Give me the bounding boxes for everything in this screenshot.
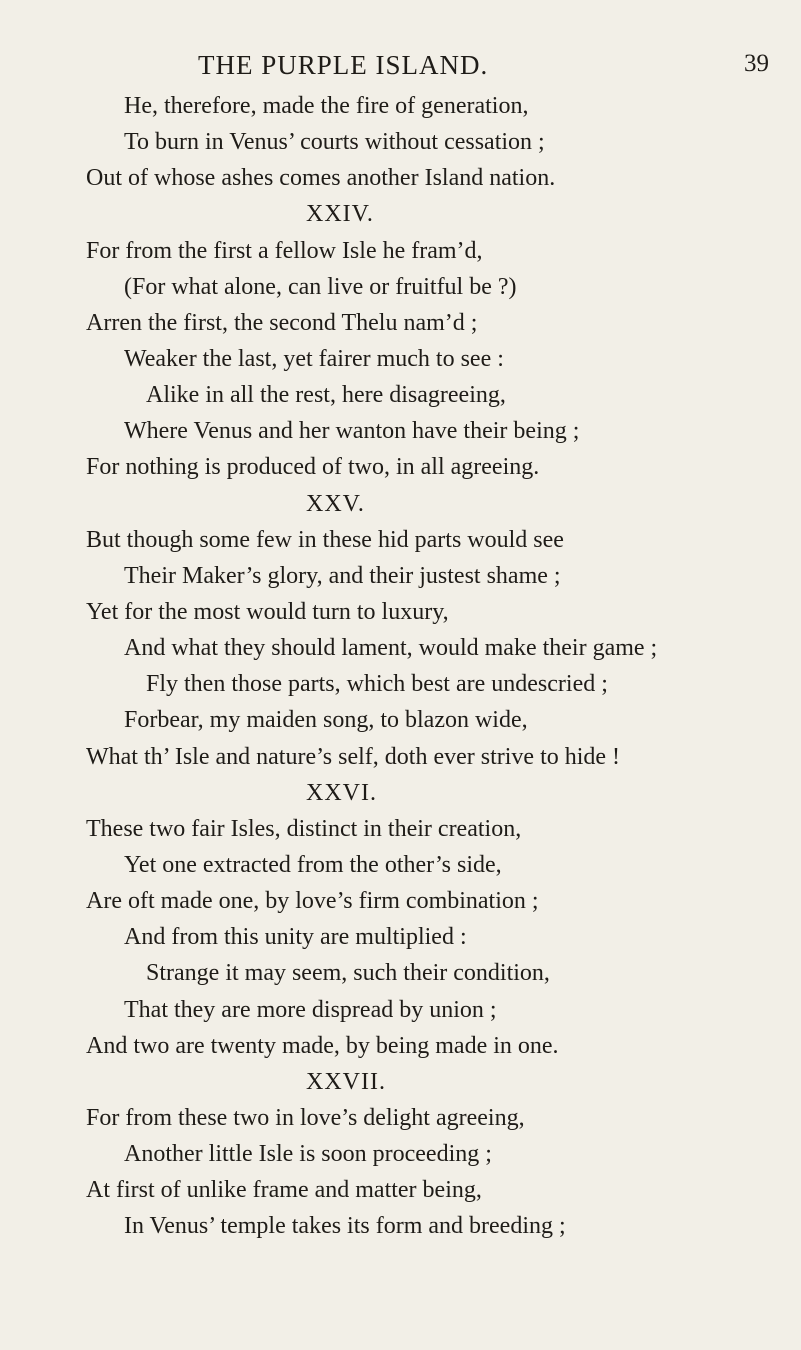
verse-line: At first of unlike frame and matter being, — [86, 1177, 482, 1204]
verse-line: To burn in Venus’ courts without cessation ; — [124, 129, 545, 156]
verse-line: For from these two in love’s delight agreeing, — [86, 1104, 525, 1131]
running-head — [0, 50, 801, 86]
stanza-heading: XXV. — [306, 490, 365, 517]
verse-line: But though some few in these hid parts would see — [86, 526, 564, 553]
stanza-heading: XXVII. — [306, 1068, 386, 1095]
verse-line: That they are more dispread by union ; — [124, 996, 497, 1023]
verse-line: Weaker the last, yet fairer much to see : — [124, 345, 504, 372]
verse-line: Forbear, my maiden song, to blazon wide, — [124, 707, 528, 734]
verse-line: These two fair Isles, distinct in their creation, — [86, 815, 522, 842]
running-title: THE PURPLE ISLAND. — [198, 50, 489, 80]
verse-line: Alike in all the rest, here disagreeing, — [146, 382, 506, 409]
verse-line: Are oft made one, by love’s firm combination ; — [86, 888, 539, 915]
stanza-heading: XXVI. — [306, 779, 377, 806]
verse-line: What th’ Isle and nature’s self, doth ever strive to hide ! — [86, 743, 621, 770]
verse-line: Out of whose ashes comes another Island nation. — [86, 165, 556, 192]
verse-line: Another little Isle is soon proceeding ; — [124, 1141, 492, 1168]
verse-line: Arren the first, the second Thelu nam’d ; — [86, 309, 478, 336]
poem-text — [0, 88, 801, 1245]
verse-line: Where Venus and her wanton have their being ; — [124, 418, 580, 445]
stanza-heading: XXIV. — [306, 201, 374, 228]
verse-line: For nothing is produced of two, in all agreeing. — [86, 454, 540, 481]
verse-line: In Venus’ temple takes its form and breeding ; — [124, 1213, 566, 1240]
verse-line: (For what alone, can live or fruitful be ?) — [124, 273, 517, 300]
page-number: 39 — [744, 50, 769, 77]
verse-line: And from this unity are multiplied : — [124, 924, 467, 951]
verse-line: Their Maker’s glory, and their justest shame ; — [124, 562, 561, 589]
verse-line: Fly then those parts, which best are undescried ; — [146, 671, 608, 698]
verse-line: Yet one extracted from the other’s side, — [124, 851, 502, 878]
verse-line: He, therefore, made the fire of generation, — [124, 93, 529, 119]
verse-line: Yet for the most would turn to luxury, — [86, 598, 449, 625]
verse-line: And what they should lament, would make their game ; — [124, 635, 658, 662]
verse-line: For from the first a fellow Isle he fram’d, — [86, 237, 483, 264]
verse-line: And two are twenty made, by being made in one. — [86, 1032, 559, 1059]
verse-line: Strange it may seem, such their condition, — [146, 960, 550, 987]
